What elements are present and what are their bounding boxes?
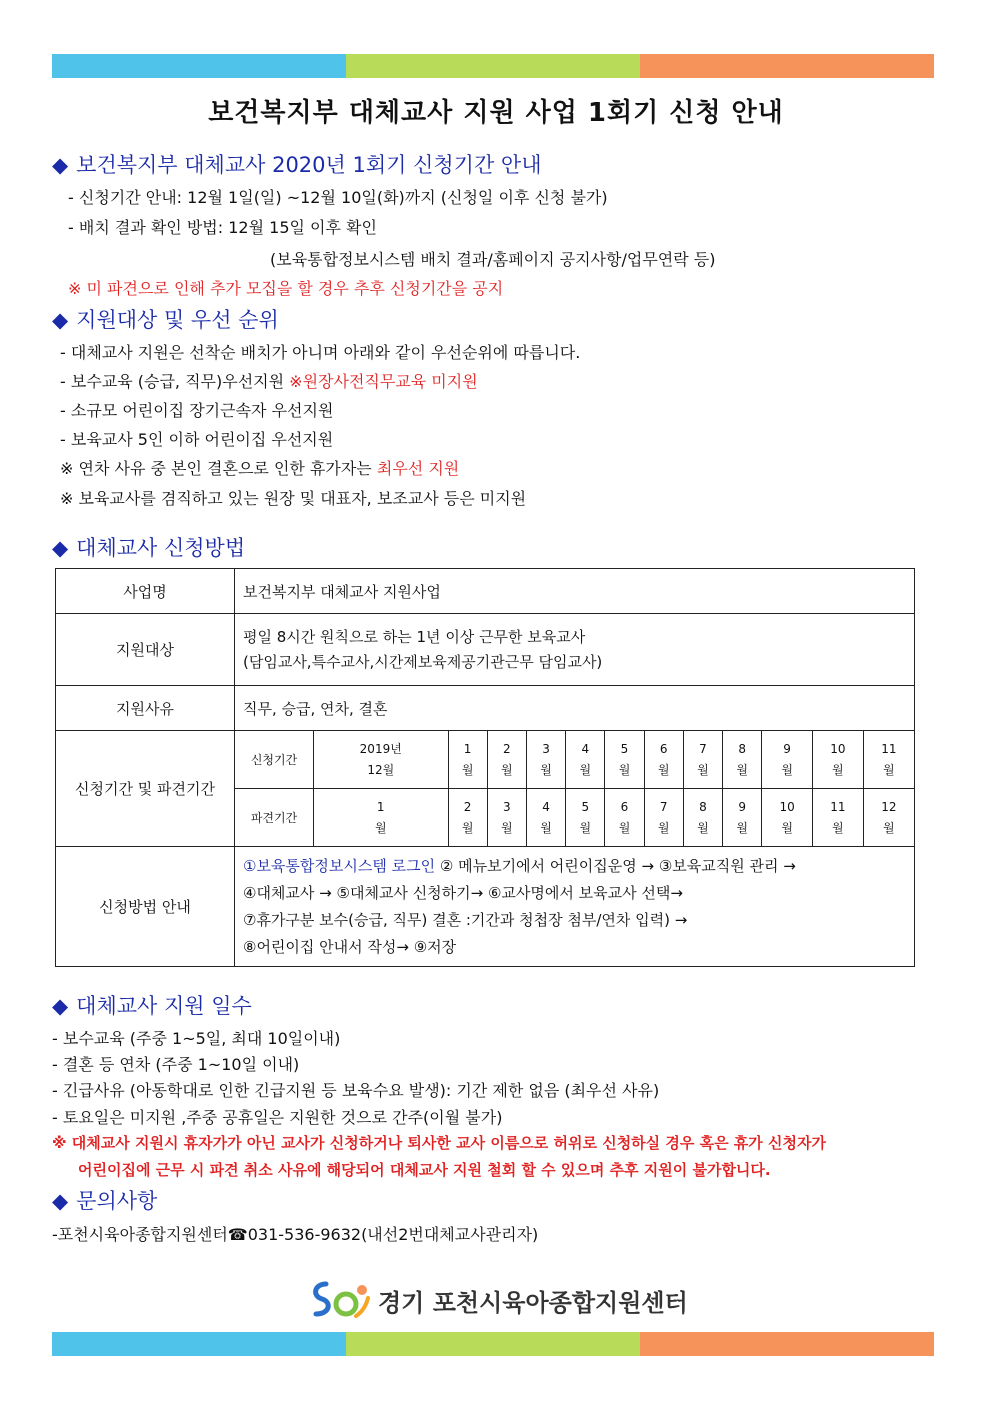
footer-logo <box>308 1278 688 1322</box>
page-title: 보건복지부 대체교사 지원 사업 1회기 신청 안내 <box>208 98 784 128</box>
days-line-1: - 보수교육 (주중 1~5일, 최대 10일이내) <box>52 1029 341 1048</box>
apply-month-cell: 11 월 <box>863 731 914 789</box>
apply-period-line: - 신청기간 안내: 12월 1일(일) ~12월 10일(화)까지 (신청일 이후 신청 불가) <box>68 188 608 207</box>
dispatch-month-cell: 6 월 <box>605 789 644 847</box>
result-check-sub-line: (보육통합정보시스템 배치 결과/홈페이지 공지사항/업무연락 등) <box>270 250 716 269</box>
diamond-icon: ◆ <box>52 994 69 1018</box>
apply-month-cell: 5 월 <box>605 731 644 789</box>
result-check-line: - 배치 결과 확인 방법: 12월 15일 이후 확인 <box>68 218 377 237</box>
row-value-business: 보건복지부 대체교사 지원사업 <box>235 569 915 614</box>
section4-heading: ◆ 대체교사 지원 일수 <box>52 994 252 1018</box>
apply-month-cell: 9 월 <box>762 731 813 789</box>
diamond-icon: ◆ <box>52 308 69 332</box>
dispatch-month-cell: 5 월 <box>566 789 605 847</box>
row-value-method: ①보육통합정보시스템 로그인 ② 메뉴보기에서 어린이집운영 → ③보육교직원 관리 → ④대체교사 → ⑤대체교사 신청하기→ ⑥교사명에서 보육교사 선택→ ⑦휴가구분 보수(승급, 직무) 결혼 :기간과 청첩장 첨부/연차 입력) → ⑧어린이집 안내서 작성→ ⑨저장 <box>235 847 915 967</box>
apply-period-label: 신청기간 <box>235 731 314 789</box>
row-label-period: 신청기간 및 파견기간 <box>56 731 235 847</box>
contact-line: -포천시육아종합지원센터☎031-536-9632(내선2번대체교사관리자) <box>52 1225 539 1244</box>
row-label-method: 신청방법 안내 <box>56 847 235 967</box>
dispatch-month-cell: 4 월 <box>526 789 565 847</box>
days-line-3: - 긴급사유 (아동학대로 인한 긴급지원 등 보육수요 발생): 기간 제한 없음 (최우선 사유) <box>52 1081 660 1100</box>
section1-note: ※ 미 파견으로 인해 추가 모집을 할 경우 추후 신청기간을 공지 <box>68 279 504 298</box>
center-name: 경기 포천시육아종합지원센터 <box>378 1288 688 1317</box>
priority-line-4: - 보육교사 5인 이하 어린이집 우선지원 <box>60 430 334 449</box>
top-color-bar <box>52 54 934 78</box>
priority-line-1: - 대체교사 지원은 선착순 배치가 아니며 아래와 같이 우선순위에 따릅니다. <box>60 343 581 362</box>
dispatch-month-cell: 2 월 <box>448 789 487 847</box>
priority-line-5: ※ 연차 사유 중 본인 결혼으로 인한 휴가자는 최우선 지원 <box>60 459 460 478</box>
row-label-target: 지원대상 <box>56 614 235 686</box>
dispatch-month-cell: 1 월 <box>314 789 449 847</box>
apply-month-cell: 7 월 <box>683 731 722 789</box>
diamond-icon: ◆ <box>52 153 69 177</box>
dispatch-month-cell: 11 월 <box>812 789 863 847</box>
apply-month-cell: 3 월 <box>526 731 565 789</box>
dispatch-month-cell: 9 월 <box>723 789 762 847</box>
warning-line-1: ※ 대체교사 지원시 휴자가가 아닌 교사가 신청하거나 퇴사한 교사 이름으로 허위로 신청하실 경우 혹은 휴가 신청자가 <box>52 1134 826 1152</box>
section5-heading: ◆ 문의사항 <box>52 1189 158 1213</box>
warning-line-2: 어린이집에 근무 시 파견 취소 사유에 해당되어 대체교사 지원 철회 할 수 있으며 추후 지원이 불가합니다. <box>78 1161 771 1179</box>
section3-heading: ◆ 대체교사 신청방법 <box>52 536 246 560</box>
diamond-icon: ◆ <box>52 1189 69 1213</box>
center-logo-icon <box>308 1278 372 1322</box>
bottom-color-bar <box>52 1332 934 1356</box>
apply-month-cell: 6 월 <box>644 731 683 789</box>
dispatch-month-cell: 3 월 <box>487 789 526 847</box>
apply-month-cell: 2 월 <box>487 731 526 789</box>
application-table <box>55 568 915 967</box>
row-value-target: 평일 8시간 원칙으로 하는 1년 이상 근무한 보육교사 (담임교사,특수교사,시간제보육제공기관근무 담임교사) <box>235 614 915 686</box>
priority-line-6: ※ 보육교사를 겸직하고 있는 원장 및 대표자, 보조교사 등은 미지원 <box>60 489 527 508</box>
dispatch-month-cell: 7 월 <box>644 789 683 847</box>
dispatch-period-label: 파견기간 <box>235 789 314 847</box>
dispatch-month-cell: 8 월 <box>683 789 722 847</box>
apply-month-cell: 1 월 <box>448 731 487 789</box>
row-value-reason: 직무, 승급, 연차, 결혼 <box>235 686 915 731</box>
diamond-icon: ◆ <box>52 536 69 560</box>
section1-heading: ◆ 보건복지부 대체교사 2020년 1회기 신청기간 안내 <box>52 153 542 177</box>
apply-month-cell: 10 월 <box>812 731 863 789</box>
priority-line-3: - 소규모 어린이집 장기근속자 우선지원 <box>60 401 334 420</box>
login-step: ①보육통합정보시스템 로그인 <box>243 856 436 875</box>
row-label-business: 사업명 <box>56 569 235 614</box>
row-label-reason: 지원사유 <box>56 686 235 731</box>
dispatch-month-cell: 12 월 <box>863 789 914 847</box>
apply-month-cell: 8 월 <box>723 731 762 789</box>
days-line-2: - 결혼 등 연차 (주중 1~10일 이내) <box>52 1055 300 1074</box>
apply-month-cell: 2019년 12월 <box>314 731 449 789</box>
priority-line-2: - 보수교육 (승급, 직무)우선지원 ※원장사전직무교육 미지원 <box>60 372 478 391</box>
section2-heading: ◆ 지원대상 및 우선 순위 <box>52 308 279 332</box>
apply-month-cell: 4 월 <box>566 731 605 789</box>
days-line-4: - 토요일은 미지원 ,주중 공휴일은 지원한 것으로 간주(이월 불가) <box>52 1108 503 1127</box>
dispatch-month-cell: 10 월 <box>762 789 813 847</box>
